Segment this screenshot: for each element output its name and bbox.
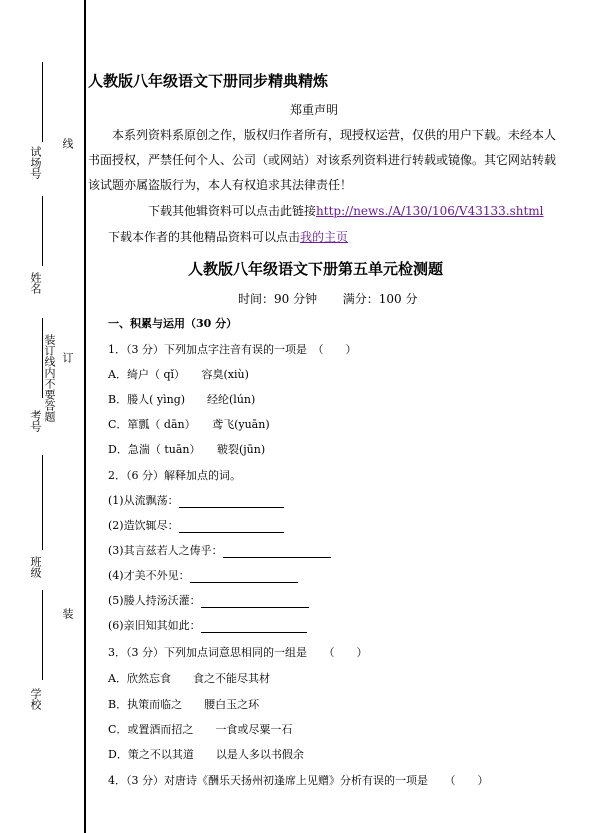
q2-item-6-label: (6)亲旧知其如此： — [108, 619, 201, 632]
q3-option-c: C．或置酒而招之 一食或尽粟一石 — [108, 723, 293, 736]
q2-item-1 — [108, 492, 284, 508]
copyright-notice: 本系列资料系原创之作，版权归作者所有，现授权运营，仅供的用户下载。未经本人书面授权，严禁任何个人、公司（或网站）对该系列资料进行转载或镜像。其它网站转载该试题亦属盗版行为，本人有权追求其法律责任！ — [88, 128, 557, 192]
answer-blank[interactable] — [201, 595, 309, 608]
question-3: 3．（3 分）下列加点词意思相同的一组是 （ ） — [108, 646, 368, 659]
answer-blank[interactable] — [223, 545, 331, 558]
question-1: 1．（3 分）下列加点字注音有误的一项是 （ ） — [108, 343, 357, 356]
test-title: 人教版八年级语文下册第五单元检测题 — [188, 260, 444, 278]
q3-option-b: B．执策而临之 腰白玉之环 — [108, 698, 260, 711]
author-homepage-link[interactable]: 我的主页 — [300, 230, 349, 244]
q2-item-4-label: (4)才美不外见： — [108, 569, 190, 582]
sidebar-fill-line — [42, 455, 43, 550]
binding-line — [84, 0, 86, 833]
answer-blank[interactable] — [179, 520, 284, 533]
more-resources-line — [148, 202, 544, 219]
q2-item-5 — [108, 592, 309, 608]
question-4: 4．（3 分）对唐诗《酬乐天扬州初逢席上见赠》分析有误的一项是 （ ） — [108, 774, 489, 787]
q2-item-3 — [108, 542, 331, 558]
question-2: 2．（6 分）解释加点的词。 — [108, 469, 241, 482]
q2-item-2 — [108, 517, 284, 533]
document-title: 人教版八年级语文下册同步精典精炼 — [88, 72, 329, 90]
q2-item-3-label: (3)其言兹若人之俦乎： — [108, 544, 223, 557]
resource-link[interactable]: http://news./A/130/106/V43133.shtml — [316, 204, 544, 218]
q2-item-2-label: (2)造饮辄尽： — [108, 519, 179, 532]
q2-item-6 — [108, 617, 307, 633]
test-score: 满分：100 分 — [342, 292, 418, 306]
author-resources-line — [108, 228, 348, 245]
test-info — [238, 290, 417, 307]
sidebar-label-class: 班级 — [29, 556, 42, 578]
q2-item-5-label: (5)媵人持汤沃灌： — [108, 594, 201, 607]
q1-option-c: C．箪瓢（ dān） 鸢飞(yuān) — [108, 418, 270, 431]
answer-blank[interactable] — [190, 570, 298, 583]
author-resources-text: 下载本作者的其他精品资料可以点击 — [108, 230, 301, 244]
sidebar-fill-line — [42, 196, 43, 266]
q3-option-d: D．策之不以其道 以是人多以书假余 — [108, 748, 304, 761]
sidebar-label-exam-room: 试场号 — [29, 146, 42, 179]
section-heading: 一、积累与运用（30 分） — [108, 317, 238, 330]
sidebar-label-order: 订 — [61, 352, 74, 363]
q1-option-a: A．绮户（ qǐ） 容臭(xiù) — [108, 368, 249, 381]
notice-heading: 郑重声明 — [290, 103, 339, 117]
q2-item-1-label: (1)从流飘荡： — [108, 494, 179, 507]
sidebar-label-exam-number: 考号 — [29, 410, 42, 432]
sidebar-fill-line — [42, 590, 43, 680]
q2-item-4 — [108, 567, 298, 583]
answer-blank[interactable] — [201, 620, 307, 633]
q1-option-d: D．急湍（ tuān） 皲裂(jūn) — [108, 443, 266, 456]
sidebar-label-school: 学校 — [29, 688, 42, 710]
sidebar-label-no-answer-notice: 装订线内不要答题 — [43, 334, 56, 422]
sidebar-label-line: 线 — [61, 138, 74, 149]
q1-option-b: B．媵人( yìng) 经纶(lún) — [108, 393, 256, 406]
q3-option-a: A．欣然忘食 食之不能尽其材 — [108, 672, 270, 685]
more-resources-text: 下载其他辑资料可以点击此链接 — [148, 204, 317, 218]
answer-blank[interactable] — [179, 495, 284, 508]
test-time: 时间：90 分钟 — [238, 292, 318, 306]
sidebar-fill-line — [42, 62, 43, 142]
sidebar-label-bind: 装 — [61, 608, 74, 619]
sidebar-label-name: 姓名 — [29, 272, 42, 294]
